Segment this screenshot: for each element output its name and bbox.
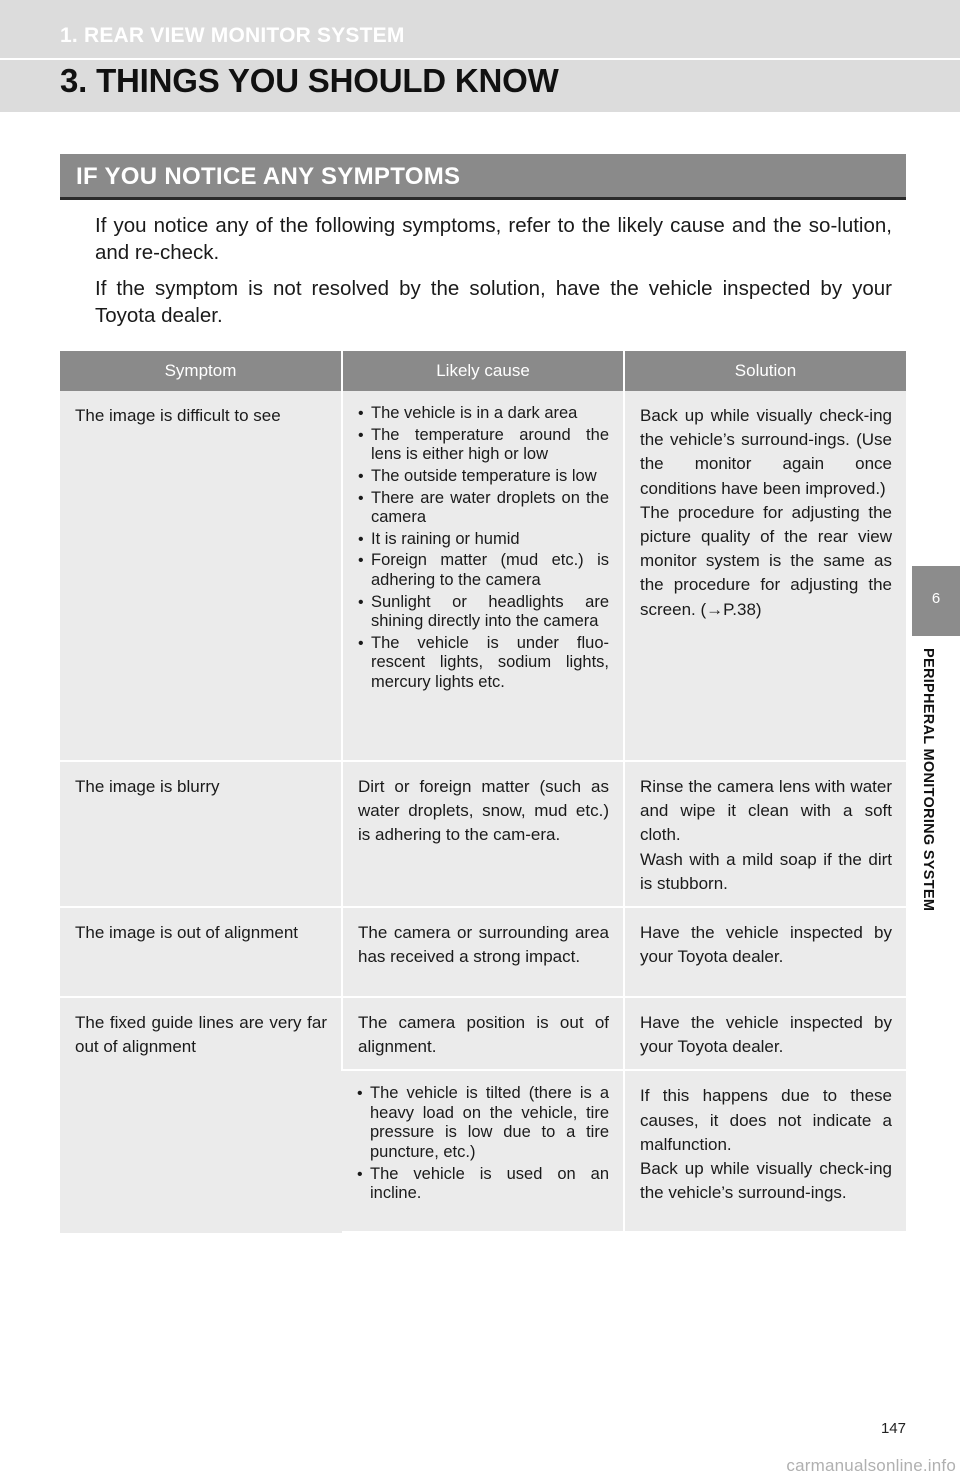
list-item: • The temperature around the lens is either high or low <box>358 426 609 465</box>
solution-text: If this happens due to these causes, it does not indicate a malfunction. <box>640 1086 892 1154</box>
list-item: • Sunlight or headlights are shining directly into the camera <box>358 593 609 632</box>
list-item: • The vehicle is used on an incline. <box>357 1165 609 1204</box>
solution-cell: Have the vehicle inspected by your Toyota dealer. <box>624 997 906 1070</box>
table-row <box>60 997 906 1070</box>
table-header-row <box>60 351 906 391</box>
cause-list <box>357 1084 609 1203</box>
list-item: • There are water droplets on the camera <box>358 489 609 528</box>
solution-text: Wash with a mild soap if the dirt is stubborn. <box>640 849 892 893</box>
intro-paragraph: If the symptom is not resolved by the solution, have the vehicle inspected by your Toyota dealer. <box>95 277 892 327</box>
list-item: • Foreign matter (mud etc.) is adhering to the camera <box>358 551 609 590</box>
table-row <box>60 907 906 997</box>
chapter-tab[interactable] <box>912 566 960 636</box>
subsection-header <box>60 154 906 200</box>
cause-list <box>358 404 609 692</box>
cause-cell: The camera position is out of alignment. <box>342 997 624 1070</box>
table-row <box>60 761 906 907</box>
solution-cell <box>624 1070 906 1232</box>
symptom-cell: The image is difficult to see <box>60 391 342 761</box>
header-symptom: Symptom <box>60 351 342 391</box>
cause-cell <box>342 1070 624 1232</box>
solution-text: Back up while visually check-ing the vehicle’s surround-ings. <box>640 1159 892 1203</box>
solution-cell: Have the vehicle inspected by your Toyota dealer. <box>624 907 906 997</box>
symptom-cell: The image is blurry <box>60 761 342 907</box>
list-item: • The vehicle is tilted (there is a heavy load on the vehicle, tire pressure is low due to a tire puncture, etc.) <box>357 1084 609 1162</box>
list-item: • The vehicle is under fluo-rescent lights, sodium lights, mercury lights etc. <box>358 634 609 693</box>
solution-cell <box>624 391 906 761</box>
subsection-title: IF YOU NOTICE ANY SYMPTOMS <box>76 163 461 190</box>
list-item: • The vehicle is in a dark area <box>358 404 609 424</box>
list-item: • The outside temperature is low <box>358 467 609 487</box>
chapter-number: 6 <box>931 590 941 607</box>
chapter-title: PERIPHERAL MONITORING SYSTEM <box>920 648 936 912</box>
list-item: • It is raining or humid <box>358 530 609 550</box>
intro-paragraph: If you notice any of the following symptoms, refer to the likely cause and the so-lution, and re-check. <box>95 214 892 264</box>
solution-text: Back up while visually check-ing the vehicle’s surround-ings. (Use the monitor again once conditions have been improved.) <box>640 406 892 498</box>
page-title: 3. THINGS YOU SHOULD KNOW <box>60 62 559 99</box>
header-likely-cause: Likely cause <box>342 351 624 391</box>
header-divider <box>0 58 960 60</box>
cause-cell <box>342 391 624 761</box>
symptom-table <box>60 351 906 1233</box>
solution-text: Rinse the camera lens with water and wipe it clean with a soft cloth. <box>640 777 892 845</box>
solution-cell <box>624 761 906 907</box>
watermark: carmanualsonline.info <box>786 1456 956 1475</box>
cause-cell: The camera or surrounding area has received a strong impact. <box>342 907 624 997</box>
table-row <box>60 391 906 761</box>
symptom-cell: The fixed guide lines are very far out of alignment <box>60 997 342 1232</box>
solution-text: The procedure for adjusting the picture quality of the rear view monitor system is the same as the procedure for adjusting the screen. (→P.38) <box>640 502 892 619</box>
section-label: 1. REAR VIEW MONITOR SYSTEM <box>60 24 405 47</box>
cause-cell: Dirt or foreign matter (such as water droplets, snow, mud etc.) is adhering to the cam-era. <box>342 761 624 907</box>
header-solution: Solution <box>624 351 906 391</box>
page-number: 147 <box>880 1420 906 1437</box>
intro-text <box>95 212 892 338</box>
symptom-cell: The image is out of alignment <box>60 907 342 997</box>
